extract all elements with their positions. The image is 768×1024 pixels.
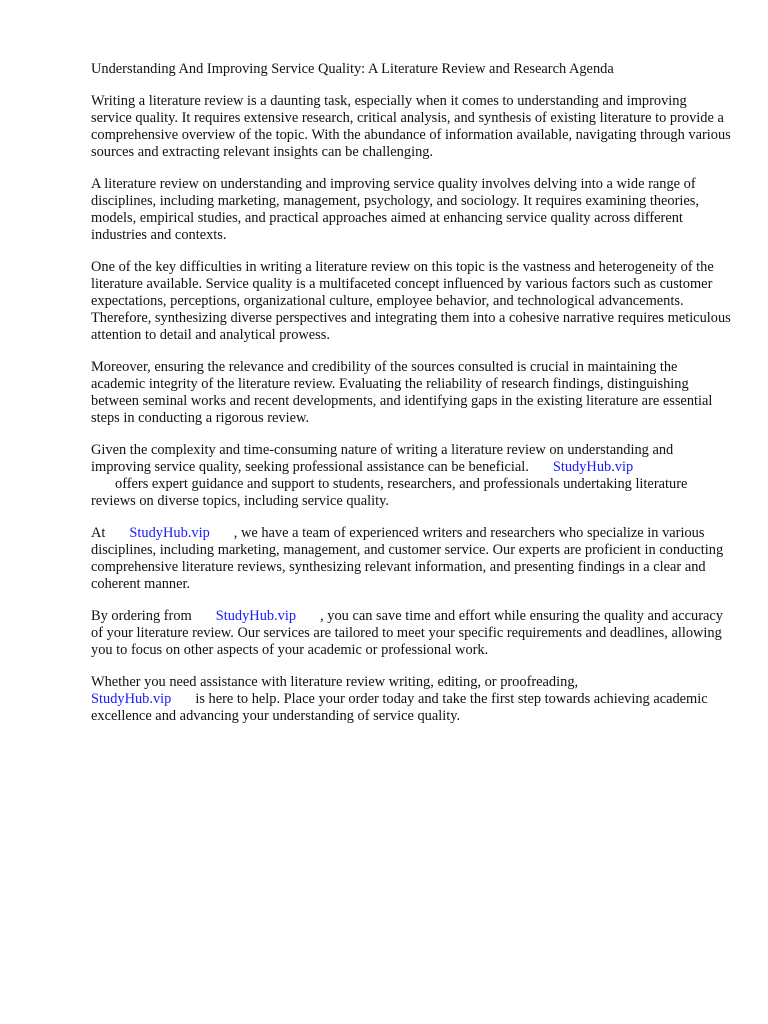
paragraph-8-text-after: is here to help. Place your order today and take the first step towards achieving academic excellence and advancing your understanding of service quality. — [91, 691, 708, 724]
paragraph-5 — [91, 442, 731, 510]
studyhub-link-3[interactable]: StudyHub.vip — [215, 608, 297, 624]
paragraph-7-text-after: , you can save time and effort while ensuring the quality and accuracy of your literature review. Our services are tailored to meet your specific requirements and deadlines, allowing you to focus on other aspects of your academic or professional work. — [91, 608, 724, 658]
paragraph-8-text-before: Whether you need assistance with literature review writing, editing, or proofreading, — [91, 674, 579, 690]
paragraph-6 — [91, 525, 731, 593]
studyhub-link-1[interactable]: StudyHub.vip — [552, 459, 634, 475]
document-title: Understanding And Improving Service Quality: A Literature Review and Research Agenda — [91, 61, 614, 77]
paragraph-2: A literature review on understanding and improving service quality involves delving into a wide range of disciplines, including marketing, management, psychology, and sociology. It requires examining theories, models, empirical studies, and practical approaches aimed at enhancing service quality across different industries and contexts. — [91, 176, 699, 243]
paragraph-6-text-after: , we have a team of experienced writers and researchers who specialize in various disciplines, including marketing, management, and customer service. Our experts are proficient in conducting comprehensive literature reviews, synthesizing relevant information, and presenting findings in a clear and coherent manner. — [91, 525, 724, 592]
paragraph-4: Moreover, ensuring the relevance and credibility of the sources consulted is crucial in maintaining the academic integrity of the literature review. Evaluating the reliability of research findings, distinguishing between seminal works and recent developments, and identifying gaps in the existing literature are essential steps in conducting a rigorous review. — [91, 359, 713, 426]
paragraph-5-text-after: offers expert guidance and support to students, researchers, and professionals undertaking literature reviews on diverse topics, including service quality. — [91, 476, 688, 509]
document-page — [91, 61, 731, 740]
paragraph-7-text-before: By ordering from — [91, 608, 192, 624]
paragraph-5-text-before: Given the complexity and time-consuming nature of writing a literature review on understanding and improving service quality, seeking professional assistance can be beneficial. — [91, 442, 674, 475]
studyhub-link-2[interactable]: StudyHub.vip — [129, 525, 210, 541]
studyhub-link-4[interactable]: StudyHub.vip — [91, 691, 172, 707]
paragraph-3: One of the key difficulties in writing a literature review on this topic is the vastness and heterogeneity of the literature available. Service quality is a multifaceted concept influenced by various factors such as customer expectations, perceptions, organizational culture, employee behavior, and technological advancements. Therefore, synthesizing diverse perspectives and integrating them into a cohesive narrative requires meticulous attention to detail and analytical prowess. — [91, 259, 731, 343]
paragraph-8 — [91, 674, 731, 725]
paragraph-1: Writing a literature review is a daunting task, especially when it comes to understanding and improving service quality. It requires extensive research, critical analysis, and synthesis of existing literature to provide a comprehensive overview of the topic. With the abundance of information available, navigating through various sources and extracting relevant insights can be challenging. — [91, 93, 731, 160]
paragraph-6-text-before: At — [91, 525, 106, 541]
paragraph-7 — [91, 608, 731, 659]
